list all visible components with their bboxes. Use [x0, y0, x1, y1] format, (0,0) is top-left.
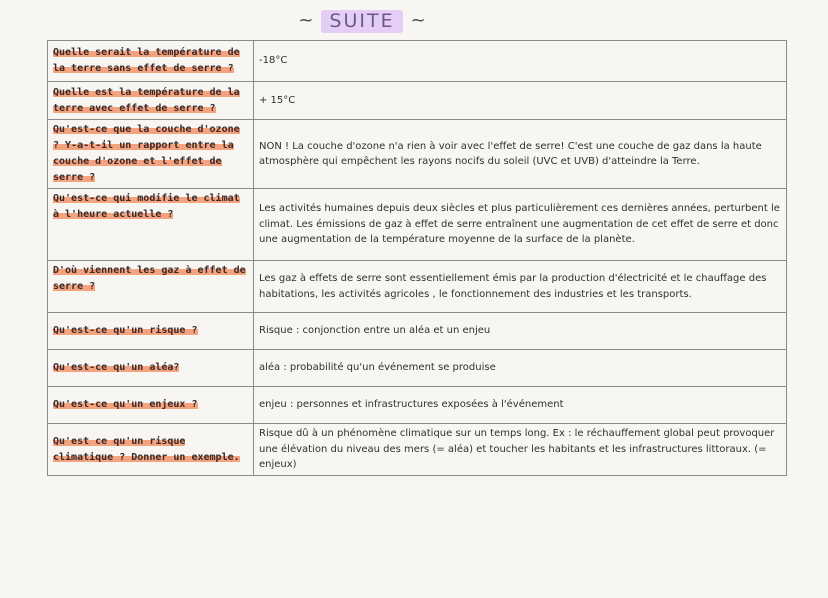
question-cell [48, 41, 254, 82]
question-text: Qu'est ce qu'un risque climatique ? Donner un exemple. [53, 435, 240, 463]
answer-text: Risque dû à un phénomène climatique sur un temps long. Ex : le réchauffement global peut provoquer une élévation du niveau des mers (= aléa) et toucher les habitants et les infrastructures littoraux. (= enjeux) [259, 428, 775, 471]
question-text: Quelle est la température de la terre avec effet de serre ? [53, 86, 240, 114]
table-row [48, 189, 787, 261]
question-cell [48, 189, 254, 261]
table-row [48, 313, 787, 350]
question-text: Quelle serait la température de la terre sans effet de serre ? [53, 47, 240, 74]
table-row [48, 261, 787, 313]
answer-text: -18°C [259, 55, 288, 67]
tilde-left: ~ [298, 10, 314, 31]
question-text: Qu'est-ce qui modifie le climat à l'heure actuelle ? [53, 193, 240, 220]
table-row [48, 82, 787, 120]
answer-cell [254, 313, 787, 350]
answer-cell [254, 189, 787, 261]
tilde-right: ~ [410, 10, 426, 31]
answer-cell [254, 387, 787, 424]
qa-table [47, 40, 787, 476]
answer-cell [254, 120, 787, 189]
question-cell [48, 120, 254, 189]
answer-text: enjeu : personnes et infrastructures exposées à l'événement [259, 399, 564, 411]
table-row [48, 41, 787, 82]
question-text: Qu'est-ce qu'un enjeux ? [53, 399, 198, 410]
question-cell [48, 387, 254, 424]
table-row [48, 350, 787, 387]
answer-text: aléa : probabilité qu'un événement se produise [259, 362, 496, 374]
question-cell [48, 350, 254, 387]
table-row [48, 387, 787, 424]
question-cell [48, 424, 254, 476]
answer-text: Les gaz à effets de serre sont essentiellement émis par la production d'électricité et le chauffage des habitations, les activités agricoles , le fonctionnement des industries et les transports. [259, 273, 767, 300]
question-text: Qu'est-ce qu'un risque ? [53, 325, 198, 336]
page-header [282, 6, 442, 36]
question-text: Qu'est-ce qu'un aléa? [53, 362, 180, 373]
answer-cell [254, 261, 787, 313]
answer-text: NON ! La couche d'ozone n'a rien à voir avec l'effet de serre! C'est une couche de gaz dans la haute atmosphère qui empêchent les rayons nocifs du soleil (UVC et UVB) d'atteindre la Terre. [259, 140, 762, 167]
question-text: D'où viennent les gaz à effet de serre ? [53, 265, 246, 292]
answer-cell [254, 350, 787, 387]
page-title: SUITE [321, 10, 402, 33]
question-cell [48, 261, 254, 313]
answer-text: + 15°C [259, 94, 296, 106]
answer-text: Les activités humaines depuis deux siècles et plus particulièrement ces dernières années, perturbent le climat. Les émissions de gaz à effet de serre entraînent une augmentation de cet effet de serre et donc une augmentation de la température moyenne de la surface de la planète. [259, 203, 780, 246]
answer-cell [254, 82, 787, 120]
answer-cell [254, 424, 787, 476]
question-cell [48, 82, 254, 120]
question-text: Qu'est-ce que la couche d'ozone ? Y-a-t-il un rapport entre la couche d'ozone et l'effet de serre ? [53, 124, 240, 183]
table-row [48, 120, 787, 189]
answer-text: Risque : conjonction entre un aléa et un enjeu [259, 325, 491, 337]
question-cell [48, 313, 254, 350]
table-row [48, 424, 787, 476]
answer-cell [254, 41, 787, 82]
